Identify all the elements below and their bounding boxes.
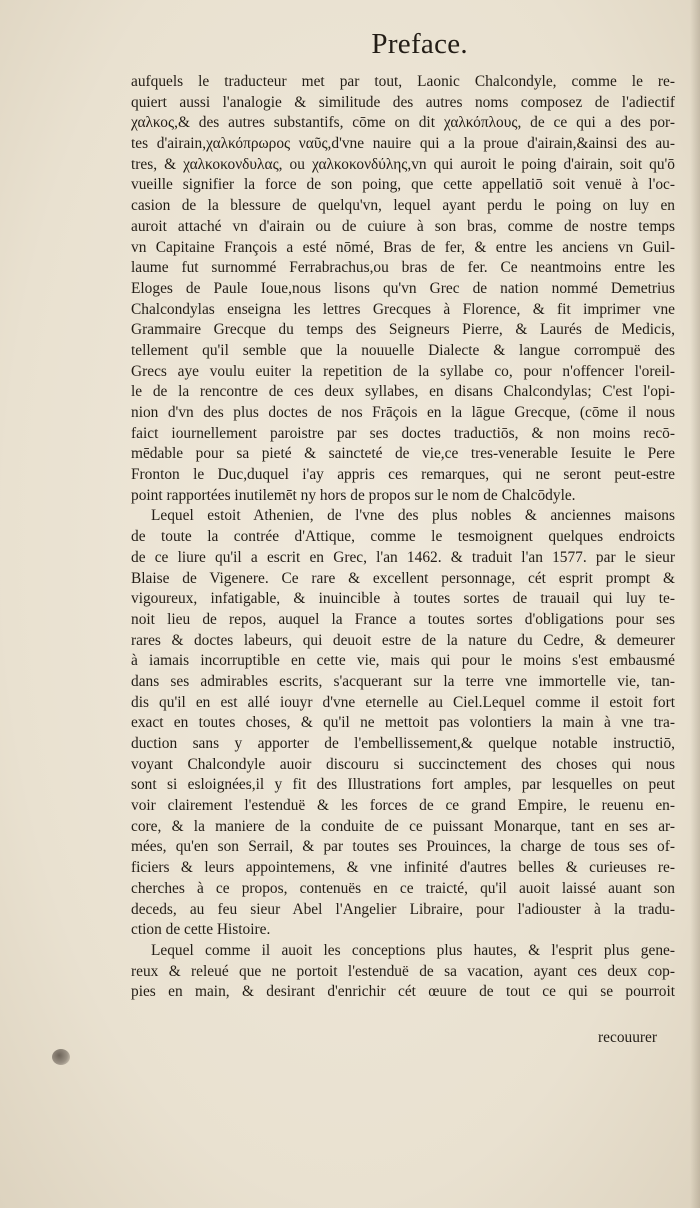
text-line: vueille signifier la force de son poing, que cette appellatiō soit venuë à l'oc- xyxy=(131,176,675,194)
text-line: Chalcondylas enseigna les lettres Grecques à Florence, & fit imprimer vne xyxy=(131,300,675,318)
text-line: Lequel comme il auoit les conceptions plus hautes, & l'esprit plus gene- xyxy=(151,941,675,959)
text-line: à iamais incorruptible en cette vie, mais qui pour le moins s'est embausmé xyxy=(131,652,675,670)
text-line: ction de cette Histoire. xyxy=(131,921,271,939)
ink-blot xyxy=(52,1049,70,1065)
text-line: le de la rencontre de ces deux syllabes, en disans Chalcondylas; C'est l'opi- xyxy=(131,383,675,401)
text-line: quiert aussi l'analogie & similitude des autres noms composez de l'adiectif xyxy=(131,93,675,111)
text-line: reux & releué que ne portoit l'estenduë de sa vacation, ayant ces deux cop- xyxy=(131,962,675,980)
text-line: Eloges de Paule Ioue,nous lisons qu'vn Grec de nation nommé Demetrius xyxy=(131,279,675,297)
catchword: recouurer xyxy=(598,1029,657,1046)
text-line: tes d'airain,χαλκόπρωρος ναῦς,d'vne nauire qui a la proue d'airain,&ainsi des au- xyxy=(131,135,675,153)
text-line: tres, & χαλκοκονδυλας, ou χαλκοκονδύλης,vn qui auroit le poing d'airain, soit qu'ō xyxy=(131,155,675,173)
text-line: cherches à ce propos, contenuës en ce traicté, qu'il auoit laissé auant son xyxy=(131,879,675,897)
text-line: auroit attaché vn d'airain ou de cuiure à son bras, comme de nostre temps xyxy=(131,217,675,235)
text-line: nion d'vn des plus doctes de nos Frāçois en la lāgue Grecque, (cōme il nous xyxy=(131,404,675,421)
text-line: exact en toutes choses, & qu'il ne mettoit pas volontiers la main à vne tra- xyxy=(131,714,675,732)
text-line: voir clairement l'estenduë & les forces de ce grand Empire, le reuenu en- xyxy=(131,797,675,815)
text-line: aufquels le traducteur met par tout, Laonic Chalcondyle, comme le re- xyxy=(131,73,675,90)
text-line: Grecs aye voulu euiter la repetition de la syllabe co, pour n'offencer l'oreil- xyxy=(131,362,675,380)
text-line: mēdable pour sa pieté & saincteté de vie,ce tres-venerable Iesuite le Pere xyxy=(131,445,675,463)
text-line: sont si esloignées,il y fit des Illustrations fort amples, par lesquelles on peut xyxy=(131,776,675,794)
text-line: dans ses admirables escrits, s'acquerant sur la terre vne immortelle vie, tan- xyxy=(131,672,675,690)
text-line: Lequel estoit Athenien, de l'vne des plus nobles & anciennes maisons xyxy=(151,507,675,525)
page-edge-shadow xyxy=(690,0,700,1208)
text-line: Fronton le Duc,duquel i'ay appris ces remarques, qui ne seront peut-estre xyxy=(131,466,675,484)
text-line: pies en main, & desirant d'enrichir cét œuure de tout ce qui se pourroit xyxy=(131,983,675,1001)
text-line: casion de la blessure de quelqu'vn, lequel ayant perdu le poing on luy en xyxy=(131,197,675,215)
text-line: rares & doctes labeurs, qui deuoit estre de la nature du Cedre, & demeurer xyxy=(131,631,675,649)
text-line: noit lieu de repos, auquel la France a toutes sortes d'obligations pour ses xyxy=(131,610,675,628)
text-line: Grammaire Grecque du temps des Seigneurs Pierre, & Laurés de Medicis, xyxy=(131,321,675,339)
text-line: faict iournellement paroistre par ses doctes traductiōs, & non moins recō- xyxy=(131,424,675,442)
text-line: core, & la maniere de la conduite de ce puissant Monarque, tant en ses ar- xyxy=(131,817,675,835)
text-line: tellement qu'il semble que la nouuelle Dialecte & langue corrompuë des xyxy=(131,341,675,359)
body-text xyxy=(131,72,675,1003)
text-line: mées, qu'en son Serrail, & par toutes ses Prouinces, la charge de tous ses of- xyxy=(131,838,675,856)
text-line: vn Capitaine François a esté nōmé, Bras de fer, & entre les anciens vn Guil- xyxy=(131,238,675,256)
text-line: duction sans y apporter de l'embellissement,& quelque notable instructiō, xyxy=(131,735,675,752)
text-line: de toute la contrée d'Attique, comme le tesmoignent quelques endroicts xyxy=(131,528,675,546)
text-line: ficiers & leurs appointemens, & vne infinité d'autres belles & curieuses re- xyxy=(131,859,675,877)
text-line: χαλκος,& des autres substantifs, cōme on dit χαλκόπλους, de ce qui a des por- xyxy=(131,114,675,132)
text-line: de ce liure qu'il a escrit en Grec, l'an 1462. & traduit l'an 1577. par le sieur xyxy=(131,548,675,566)
text-line: deceds, au feu sieur Abel l'Angelier Libraire, pour l'adiouster à la tradu- xyxy=(131,900,675,918)
text-line: Blaise de Vigenere. Ce rare & excellent personnage, cét esprit prompt & xyxy=(131,569,675,587)
text-line: laume fut surnommé Ferrabrachus,ou bras de fer. Ce neantmoins entre les xyxy=(131,259,675,277)
text-line: vigoureux, infatigable, & inuincible à toutes sortes de trauail qui luy te- xyxy=(131,590,675,608)
text-line: voyant Chalcondyle auoir discouru si succinctement des choses qui nous xyxy=(131,755,675,773)
running-head: Preface. xyxy=(371,28,468,60)
text-line: point rapportées inutilemēt ny hors de propos sur le nom de Chalcōdyle. xyxy=(131,486,576,504)
text-line: dis qu'il en est allé iouyr d'vne eternelle au Ciel.Lequel comme il estoit fort xyxy=(131,693,675,711)
